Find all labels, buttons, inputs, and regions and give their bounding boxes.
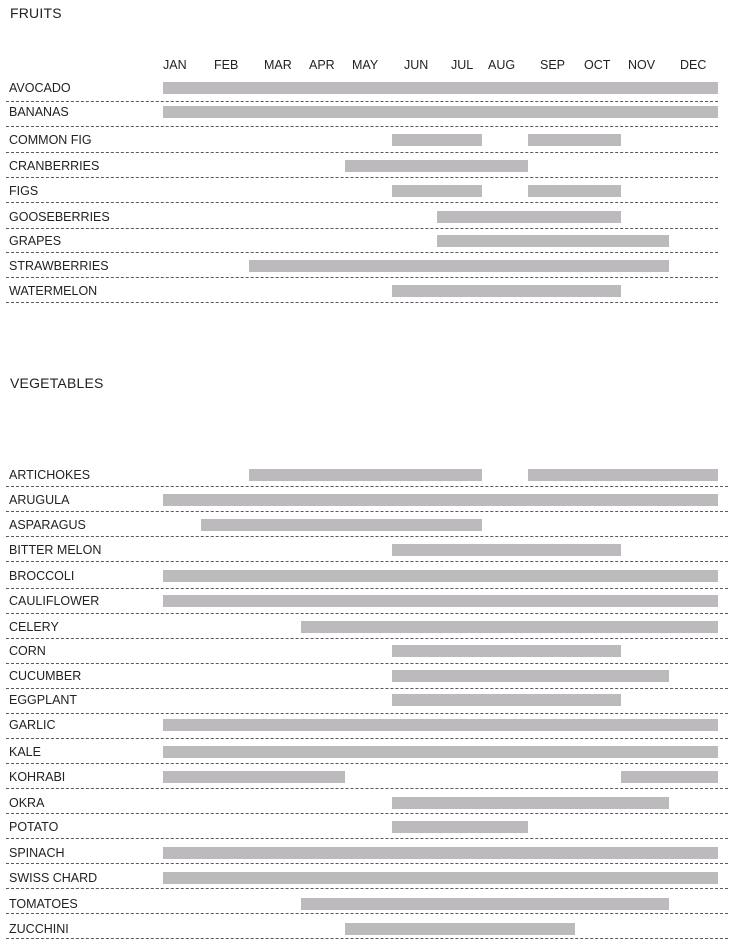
vegetable-bar-spinach bbox=[163, 847, 718, 859]
vegetable-label-garlic: GARLIC bbox=[9, 718, 56, 732]
vegetable-row-divider bbox=[6, 536, 728, 537]
fruit-label-cranberries: CRANBERRIES bbox=[9, 159, 100, 173]
vegetable-row-divider bbox=[6, 561, 728, 562]
vegetable-label-zucchini: ZUCCHINI bbox=[9, 922, 69, 936]
vegetable-label-tomatoes: TOMATOES bbox=[9, 897, 78, 911]
month-label-mar: MAR bbox=[264, 58, 292, 72]
month-label-aug: AUG bbox=[488, 58, 516, 72]
vegetable-row-divider bbox=[6, 638, 728, 639]
vegetable-label-broccoli: BROCCOLI bbox=[9, 569, 75, 583]
vegetable-label-swiss-chard: SWISS CHARD bbox=[9, 871, 98, 885]
vegetable-row-divider bbox=[6, 663, 728, 664]
vegetable-row-divider bbox=[6, 888, 728, 889]
vegetables-section-title: VEGETABLES bbox=[10, 375, 104, 391]
fruit-bar-common-fig-2 bbox=[528, 134, 621, 146]
fruit-row-divider bbox=[6, 277, 718, 278]
fruit-label-bananas: BANANAS bbox=[9, 105, 69, 119]
fruit-bar-cranberries bbox=[345, 160, 528, 172]
vegetable-bar-zucchini bbox=[345, 923, 575, 935]
vegetable-bar-potato bbox=[392, 821, 528, 833]
fruit-row-divider bbox=[6, 101, 718, 102]
fruit-row-divider bbox=[6, 252, 718, 253]
fruit-bar-figs-1 bbox=[392, 185, 482, 197]
fruit-label-figs: FIGS bbox=[9, 184, 39, 198]
fruit-bar-gooseberries bbox=[437, 211, 621, 223]
fruit-row-divider bbox=[6, 126, 718, 127]
fruit-label-watermelon: WATERMELON bbox=[9, 284, 98, 298]
vegetable-label-kohrabi: KOHRABI bbox=[9, 770, 66, 784]
vegetable-bar-bitter-melon bbox=[392, 544, 621, 556]
fruit-label-common-fig: COMMON FIG bbox=[9, 133, 92, 147]
vegetable-row-divider bbox=[6, 511, 728, 512]
vegetable-row-divider bbox=[6, 813, 728, 814]
vegetable-bar-celery bbox=[301, 621, 718, 633]
fruits-section-title: FRUITS bbox=[10, 5, 62, 21]
month-label-dec: DEC bbox=[680, 58, 707, 72]
vegetable-bar-asparagus bbox=[201, 519, 482, 531]
vegetable-label-artichokes: ARTICHOKES bbox=[9, 468, 91, 482]
vegetable-label-okra: OKRA bbox=[9, 796, 45, 810]
vegetable-label-spinach: SPINACH bbox=[9, 846, 65, 860]
vegetable-bar-kohrabi-2 bbox=[621, 771, 718, 783]
fruit-row-divider bbox=[6, 152, 718, 153]
vegetable-row-divider bbox=[6, 713, 728, 714]
fruit-row-divider bbox=[6, 302, 718, 303]
vegetable-bar-swiss-chard bbox=[163, 872, 718, 884]
vegetable-label-asparagus: ASPARAGUS bbox=[9, 518, 86, 532]
vegetable-row-divider bbox=[6, 838, 728, 839]
vegetable-row-divider bbox=[6, 863, 728, 864]
fruit-row-divider bbox=[6, 177, 718, 178]
fruit-row-divider bbox=[6, 228, 718, 229]
vegetable-bar-eggplant bbox=[392, 694, 621, 706]
vegetable-row-divider bbox=[6, 588, 728, 589]
fruit-row-divider bbox=[6, 202, 718, 203]
fruit-label-gooseberries: GOOSEBERRIES bbox=[9, 210, 110, 224]
vegetable-row-divider bbox=[6, 688, 728, 689]
vegetable-bar-broccoli bbox=[163, 570, 718, 582]
vegetable-label-cucumber: CUCUMBER bbox=[9, 669, 82, 683]
fruit-bar-figs-2 bbox=[528, 185, 621, 197]
vegetable-bar-artichokes-1 bbox=[249, 469, 482, 481]
fruit-bar-strawberries bbox=[249, 260, 669, 272]
vegetable-bar-okra bbox=[392, 797, 669, 809]
fruit-bar-watermelon bbox=[392, 285, 621, 297]
fruit-bar-bananas bbox=[163, 106, 718, 118]
vegetable-bar-tomatoes bbox=[301, 898, 669, 910]
vegetable-label-cauliflower: CAULIFLOWER bbox=[9, 594, 100, 608]
vegetable-label-potato: POTATO bbox=[9, 820, 59, 834]
month-label-may: MAY bbox=[352, 58, 379, 72]
fruit-label-avocado: AVOCADO bbox=[9, 81, 71, 95]
month-label-sep: SEP bbox=[540, 58, 566, 72]
vegetable-label-eggplant: EGGPLANT bbox=[9, 693, 78, 707]
fruit-label-grapes: GRAPES bbox=[9, 234, 62, 248]
month-label-nov: NOV bbox=[628, 58, 656, 72]
vegetable-label-corn: CORN bbox=[9, 644, 46, 658]
vegetable-bar-cauliflower bbox=[163, 595, 718, 607]
month-label-jan: JAN bbox=[163, 58, 187, 72]
vegetable-row-divider bbox=[6, 738, 728, 739]
vegetable-row-divider bbox=[6, 613, 728, 614]
vegetable-label-arugula: ARUGULA bbox=[9, 493, 70, 507]
vegetable-row-divider bbox=[6, 763, 728, 764]
fruit-bar-avocado bbox=[163, 82, 718, 94]
vegetable-row-divider bbox=[6, 913, 728, 914]
fruit-bar-common-fig-1 bbox=[392, 134, 482, 146]
vegetable-bar-kale bbox=[163, 746, 718, 758]
vegetable-row-divider bbox=[6, 486, 728, 487]
month-label-feb: FEB bbox=[214, 58, 239, 72]
vegetable-bar-corn bbox=[392, 645, 621, 657]
fruit-label-strawberries: STRAWBERRIES bbox=[9, 259, 109, 273]
vegetable-label-celery: CELERY bbox=[9, 620, 59, 634]
month-label-jun: JUN bbox=[404, 58, 429, 72]
vegetable-bar-kohrabi-1 bbox=[163, 771, 345, 783]
vegetable-bar-cucumber bbox=[392, 670, 669, 682]
month-label-apr: APR bbox=[309, 58, 335, 72]
month-label-jul: JUL bbox=[451, 58, 474, 72]
vegetable-bar-garlic bbox=[163, 719, 718, 731]
month-label-oct: OCT bbox=[584, 58, 611, 72]
vegetable-row-divider bbox=[6, 938, 728, 939]
vegetable-label-bitter-melon: BITTER MELON bbox=[9, 543, 102, 557]
vegetable-row-divider bbox=[6, 788, 728, 789]
vegetable-bar-artichokes-2 bbox=[528, 469, 718, 481]
vegetable-label-kale: KALE bbox=[9, 745, 41, 759]
vegetable-bar-arugula bbox=[163, 494, 718, 506]
fruit-bar-grapes bbox=[437, 235, 669, 247]
